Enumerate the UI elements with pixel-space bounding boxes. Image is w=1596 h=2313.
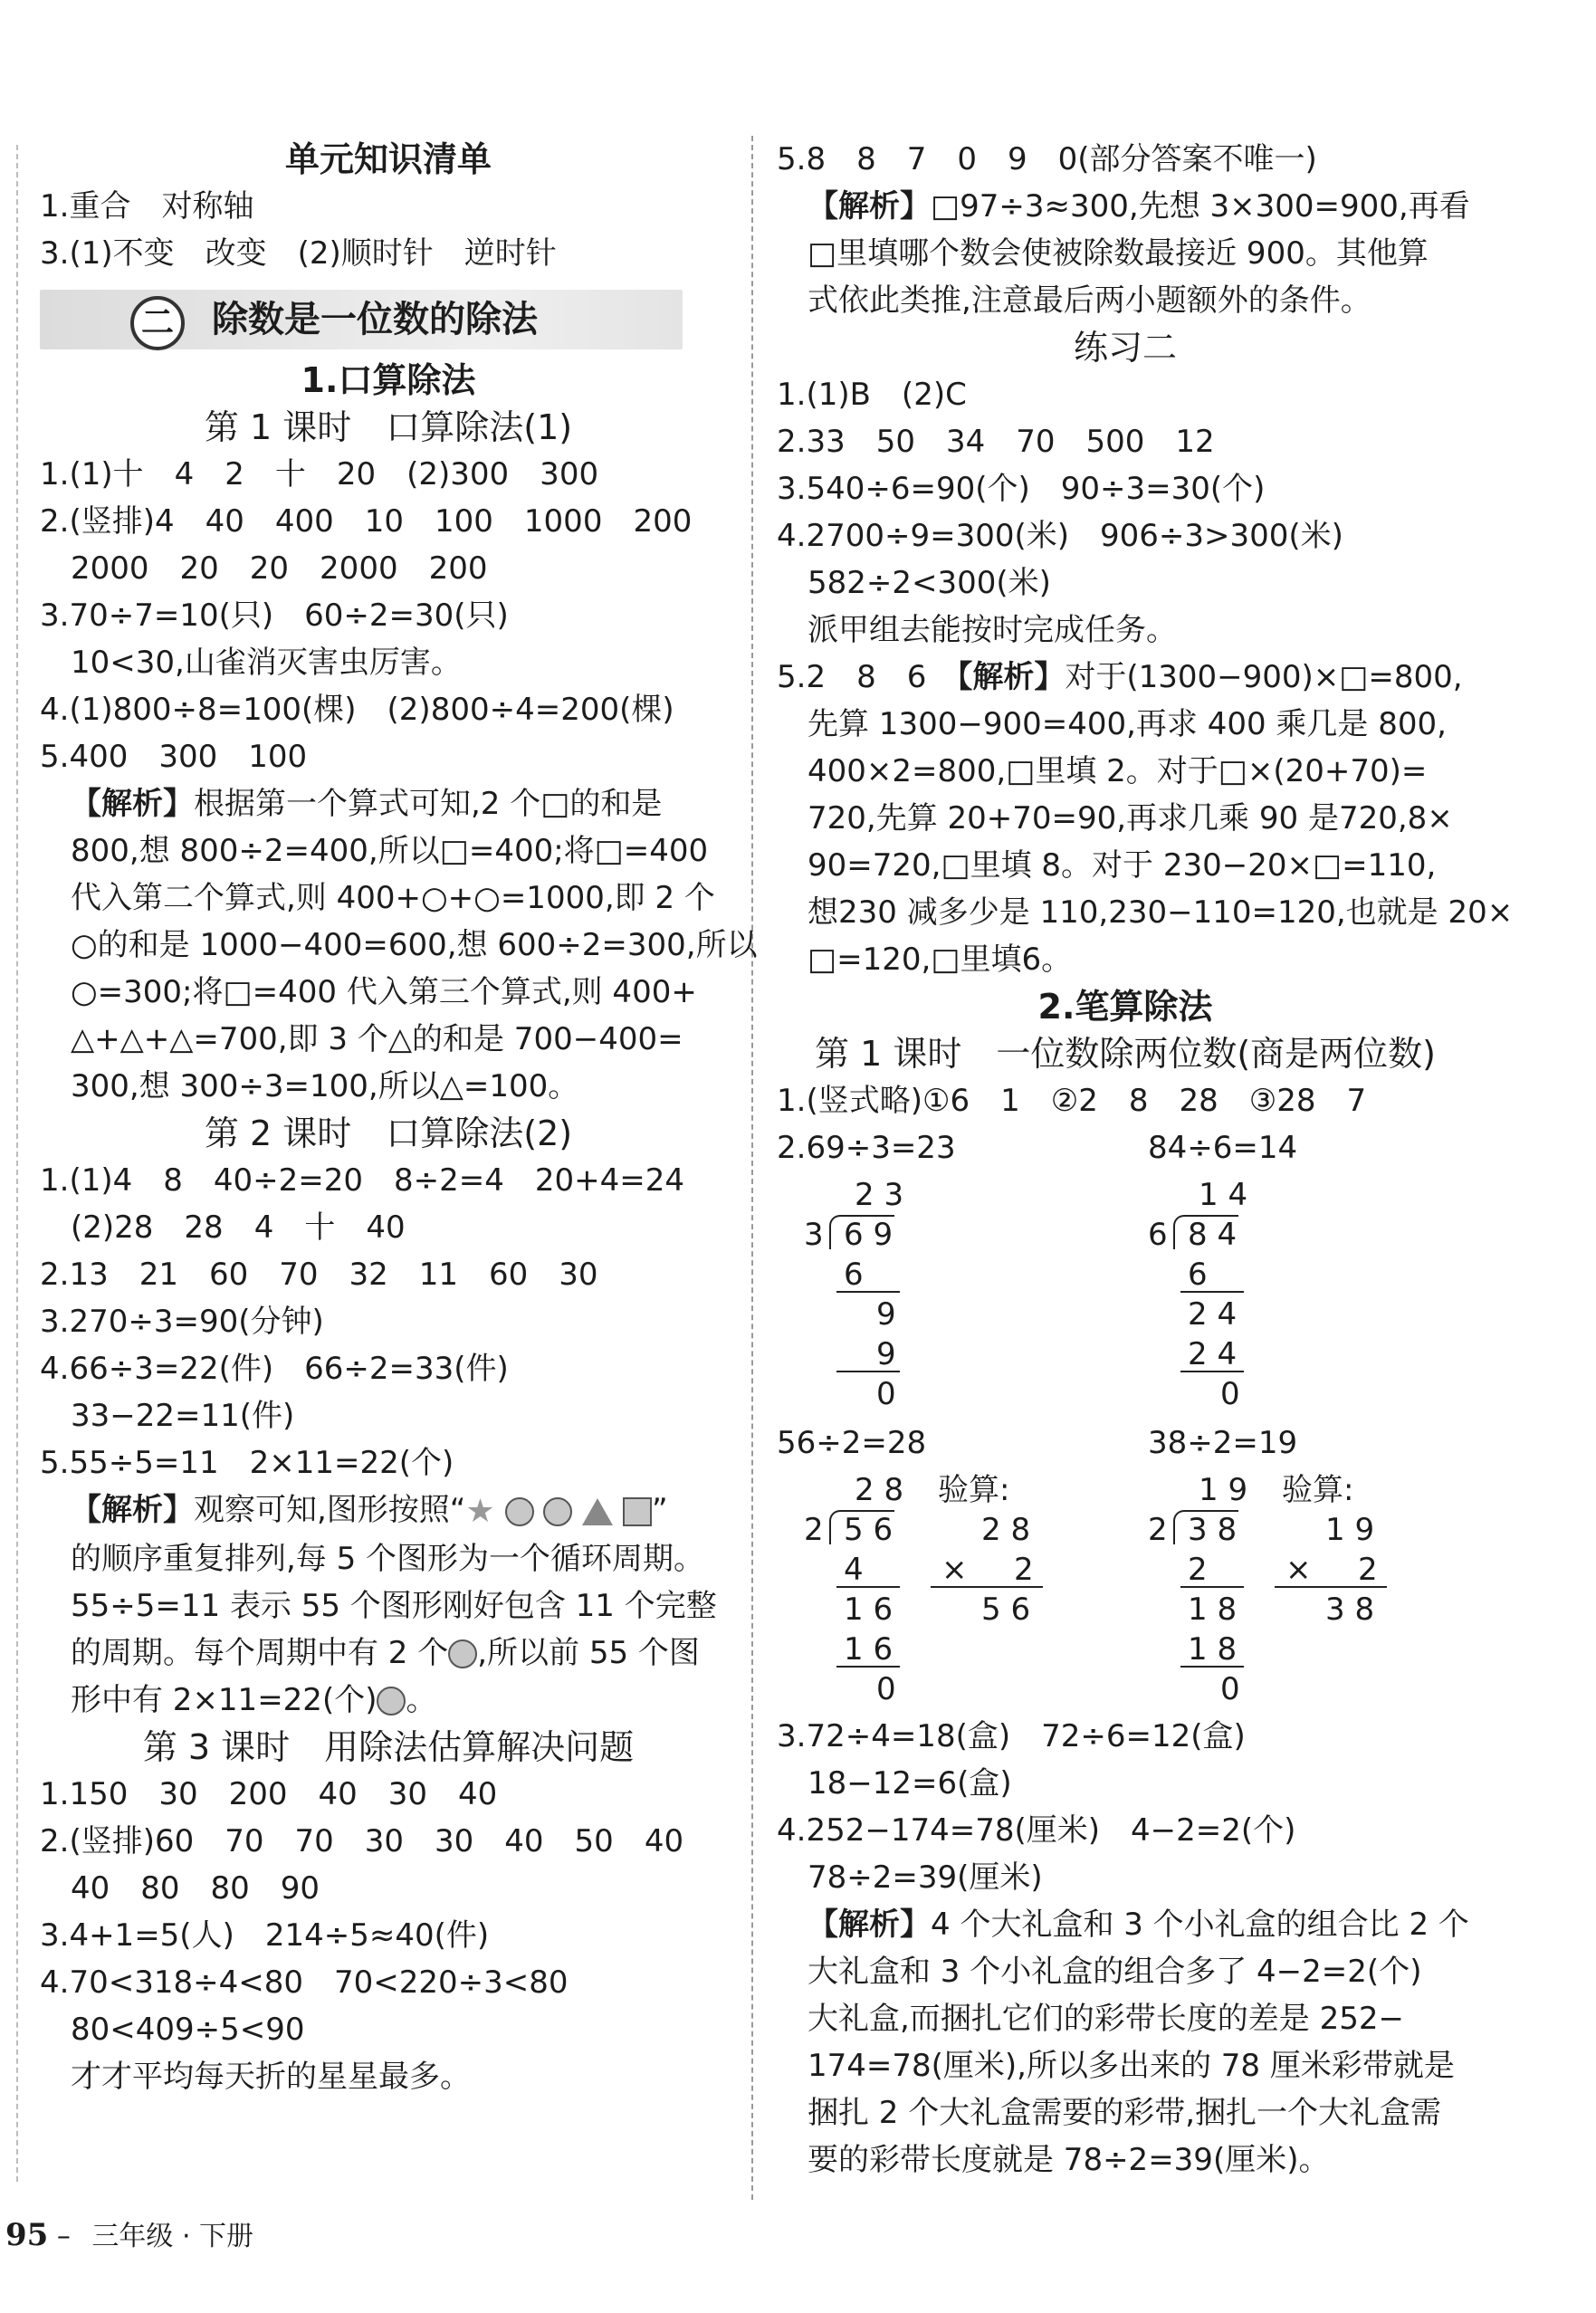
analysis-block — [40, 1486, 737, 1724]
analysis-tag: 【解析】 — [808, 188, 931, 225]
answer-line: 40 80 80 90 — [71, 1869, 320, 1907]
answer-line: 5.55÷5=11 2×11=22(个) — [40, 1445, 454, 1481]
analysis-text: 大礼盒,而捆扎它们的彩带长度的差是 252− — [808, 2001, 1404, 2037]
answer-line: 1.重合 对称轴 — [40, 188, 254, 225]
answer-line: 3.70÷7=10(只) 60÷2=30(只) — [40, 597, 509, 634]
unit-title: 单元知识清单 — [284, 139, 492, 179]
analysis-text: 观察可知,图形按照“ — [194, 1492, 466, 1528]
division-step: 1 8 — [1188, 1631, 1238, 1668]
answer-line: 2000 20 20 2000 200 — [71, 550, 488, 587]
right-column — [777, 136, 1514, 2184]
answer-line: 4.70<318÷4<80 70<220÷3<80 — [40, 1964, 569, 2001]
division-step: 4 — [844, 1552, 864, 1588]
answer-line: 才才平均每天折的星星最多。 — [71, 2058, 471, 2095]
division-step: 9 — [876, 1336, 896, 1372]
analysis-text: 捆扎 2 个大礼盒需要的彩带,捆扎一个大礼盒需 — [808, 2095, 1442, 2131]
analysis-text: 。 — [406, 1681, 437, 1718]
answer-line: 2.13 21 60 70 32 11 60 30 — [40, 1257, 598, 1293]
check-product: 3 8 — [1325, 1591, 1375, 1628]
check-label: 验算: — [1282, 1472, 1354, 1508]
answer-line: 1.(竖式略)①6 1 ②2 8 28 ③28 7 — [777, 1083, 1367, 1119]
analysis-text: □里填哪个数会使被除数最接近 900。其他算 — [808, 235, 1429, 272]
division-row — [777, 1467, 1474, 1713]
answer-line: 10<30,山雀消灭害虫厉害。 — [71, 645, 462, 681]
answer-line: 3.270÷3=90(分钟) — [40, 1304, 324, 1340]
division-step: 1 8 — [1188, 1591, 1238, 1628]
division-dividend: 3 8 — [1188, 1512, 1238, 1548]
answer-line: 5.400 300 100 — [40, 739, 308, 775]
analysis-text: ○=300;将□=400 代入第三个算式,则 400+ — [71, 974, 697, 1010]
division-remainder: 0 — [876, 1376, 896, 1412]
analysis-text: □=120,□里填6。 — [808, 941, 1073, 978]
page-number: 95 — [5, 2217, 49, 2253]
answer-line: 33−22=11(件) — [71, 1398, 295, 1434]
chapter-banner — [40, 290, 683, 349]
check-factor: 2 — [1014, 1552, 1034, 1588]
answer-line: 1.(1)4 8 40÷2=20 8÷2=4 20+4=24 — [40, 1162, 685, 1199]
analysis-text: ” — [651, 1492, 668, 1528]
answer-line: 80<409÷5<90 — [71, 2011, 305, 2048]
analysis-text: 大礼盒和 3 个小礼盒的组合多了 4−2=2(个) — [808, 1954, 1422, 1990]
division-step: 1 6 — [844, 1631, 894, 1668]
lesson-title: 第 1 课时 口算除法(1) — [204, 407, 573, 447]
circle-icon — [505, 1497, 534, 1526]
division-dividend: 8 4 — [1188, 1217, 1238, 1253]
answer-line: 3.540÷6=90(个) 90÷3=30(个) — [777, 471, 1266, 507]
analysis-tag: 【解析】 — [808, 1907, 931, 1943]
answer-line: 派甲组去能按时完成任务。 — [808, 612, 1177, 648]
answer-line: 1.(1)B (2)C — [777, 377, 967, 413]
answer-line: 5.8 8 7 0 9 0(部分答案不唯一) — [777, 141, 1317, 177]
check-label: 验算: — [938, 1472, 1010, 1508]
circle-icon — [448, 1639, 477, 1668]
division-divisor: 3 — [804, 1217, 824, 1253]
analysis-text: 先算 1300−900=400,再求 400 乘几是 800, — [808, 706, 1447, 742]
page-footer — [5, 2213, 253, 2253]
division-step: 2 4 — [1188, 1296, 1238, 1333]
grade-label: 三年级 · 下册 — [91, 2221, 254, 2252]
answer-line: 18−12=6(盒) — [808, 1765, 1012, 1802]
answer-line: 5.2 8 6 — [777, 659, 958, 695]
analysis-text: 4 个大礼盒和 3 个小礼盒的组合比 2 个 — [931, 1907, 1469, 1943]
analysis-text: 720,先算 20+70=90,再求几乘 90 是720,8× — [808, 800, 1453, 836]
division-divisor: 2 — [804, 1512, 824, 1548]
analysis-text: 要的彩带长度就是 78÷2=39(厘米)。 — [808, 2142, 1330, 2178]
division-divisor: 6 — [1148, 1217, 1168, 1253]
check-factor: 1 9 — [1325, 1512, 1375, 1548]
division-dividend: 6 9 — [844, 1217, 894, 1253]
column-divider — [751, 136, 753, 2200]
division-step: 9 — [876, 1296, 896, 1333]
analysis-text: 想230 减多少是 110,230−110=120,也就是 20× — [808, 894, 1514, 931]
analysis-text: 300,想 300÷3=100,所以△=100。 — [71, 1068, 579, 1104]
lesson-title: 第 1 课时 一位数除两位数(商是两位数) — [815, 1034, 1436, 1074]
left-edge-rule — [16, 145, 18, 2182]
answer-line: 3.4+1=5(人) 214÷5≈40(件) — [40, 1916, 490, 1954]
answer-line: 1.(1)十 4 2 十 20 (2)300 300 — [40, 456, 599, 492]
division-quotient: 2 3 — [855, 1177, 904, 1213]
section-title: 2.笔算除法 — [1037, 987, 1213, 1027]
analysis-text: 对于(1300−900)×□=800, — [1065, 659, 1463, 695]
circle-icon — [543, 1497, 572, 1526]
answer-line: 2.69÷3=23 — [777, 1130, 956, 1166]
answer-line: 84÷6=14 — [1148, 1130, 1298, 1166]
check-times-sign: × — [1285, 1552, 1312, 1588]
analysis-tag: 【解析】 — [71, 786, 194, 822]
answer-line: 3.(1)不变 改变 (2)顺时针 逆时针 — [40, 235, 557, 272]
chapter-title: 除数是一位数的除法 — [212, 299, 538, 340]
analysis-text: 90=720,□里填 8。对于 230−20×□=110, — [808, 847, 1437, 884]
answer-line: 38÷2=19 — [1148, 1425, 1298, 1461]
division-step: 2 4 — [1188, 1336, 1238, 1372]
analysis-block — [777, 701, 1514, 983]
answer-line: 4.252−174=78(厘米) 4−2=2(个) — [777, 1812, 1296, 1849]
analysis-block — [777, 183, 1474, 324]
chapter-number: 二 — [130, 296, 185, 350]
division-remainder: 0 — [1220, 1376, 1240, 1412]
analysis-text: 式依此类推,注意最后两小题额外的条件。 — [808, 282, 1371, 319]
triangle-icon — [582, 1498, 613, 1525]
answer-line-pair — [777, 1419, 1474, 1467]
exercise-title: 练习二 — [1073, 328, 1177, 368]
left-column — [40, 136, 758, 2100]
lesson-title: 第 3 课时 用除法估算解决问题 — [142, 1726, 635, 1767]
analysis-text: 的周期。每个周期中有 2 个 — [71, 1634, 449, 1671]
division-quotient: 1 9 — [1199, 1472, 1248, 1508]
answer-line-pair — [777, 1124, 1474, 1171]
analysis-text: 174=78(厘米),所以多出来的 78 厘米彩带就是 — [808, 2048, 1455, 2084]
circle-icon — [377, 1687, 406, 1716]
answer-line: 582÷2<300(米) — [808, 565, 1051, 601]
division-step: 2 — [1188, 1552, 1208, 1588]
division-remainder: 0 — [1220, 1671, 1240, 1707]
analysis-text: ○的和是 1000−400=600,想 600÷2=300,所以 — [71, 927, 758, 963]
division-divisor: 2 — [1148, 1512, 1168, 1548]
analysis-tag: 【解析】 — [71, 1492, 194, 1528]
division-step: 6 — [1188, 1257, 1208, 1293]
check-factor: 2 8 — [981, 1512, 1031, 1548]
analysis-text: ,所以前 55 个图 — [477, 1634, 700, 1671]
division-step: 6 — [844, 1257, 864, 1293]
footer-dash: – — [56, 2221, 71, 2252]
division-quotient: 1 4 — [1199, 1177, 1248, 1213]
answer-line: 56÷2=28 — [777, 1425, 927, 1461]
answer-line: 1.150 30 200 40 30 40 — [40, 1775, 498, 1812]
division-step: 1 6 — [844, 1591, 894, 1628]
division-quotient: 2 8 — [855, 1472, 904, 1508]
analysis-text: □97÷3≈300,先想 3×300=900,再看 — [931, 188, 1470, 225]
answer-line: (2)28 28 4 十 40 — [71, 1209, 406, 1246]
analysis-text: 代入第二个算式,则 400+○+○=1000,即 2 个 — [71, 880, 715, 916]
division-dividend: 5 6 — [844, 1512, 894, 1548]
check-times-sign: × — [941, 1552, 968, 1588]
answer-line: 2.(竖排)4 40 400 10 100 1000 200 — [40, 503, 693, 540]
lesson-title: 第 2 课时 口算除法(2) — [204, 1113, 573, 1153]
analysis-text: 的顺序重复排列,每 5 个图形为一个循环周期。 — [71, 1540, 705, 1577]
analysis-block — [777, 1901, 1474, 2184]
analysis-text: 400×2=800,□里填 2。对于□×(20+70)= — [808, 753, 1428, 789]
analysis-text: 800,想 800÷2=400,所以□=400;将□=400 — [71, 833, 709, 869]
answer-line: 3.72÷4=18(盒) 72÷6=12(盒) — [777, 1718, 1246, 1754]
answer-line: 2.(竖排)60 70 70 30 30 40 50 40 — [40, 1822, 684, 1859]
answer-line: 78÷2=39(厘米) — [808, 1859, 1043, 1896]
analysis-text: 形中有 2×11=22(个) — [71, 1681, 377, 1718]
check-factor: 2 — [1358, 1552, 1378, 1588]
answer-line: 4.66÷3=22(件) 66÷2=33(件) — [40, 1351, 509, 1387]
star-icon: ★ — [465, 1492, 495, 1530]
division-remainder: 0 — [876, 1671, 896, 1707]
section-title: 1.口算除法 — [301, 360, 476, 400]
answer-line: 4.(1)800÷8=100(棵) (2)800÷4=200(棵) — [40, 692, 674, 728]
square-icon — [623, 1497, 652, 1526]
analysis-tag: 【解析】 — [957, 659, 1066, 695]
answer-line: 4.2700÷9=300(米) 906÷3>300(米) — [777, 518, 1343, 554]
analysis-text: △+△+△=700,即 3 个△的和是 700−400= — [71, 1021, 683, 1057]
answer-line: 2.33 50 34 70 500 12 — [777, 424, 1215, 460]
analysis-block — [40, 780, 758, 1110]
analysis-text: 根据第一个算式可知,2 个□的和是 — [194, 786, 663, 822]
check-product: 5 6 — [981, 1591, 1031, 1628]
analysis-text: 55÷5=11 表示 55 个图形刚好包含 11 个完整 — [71, 1587, 717, 1624]
